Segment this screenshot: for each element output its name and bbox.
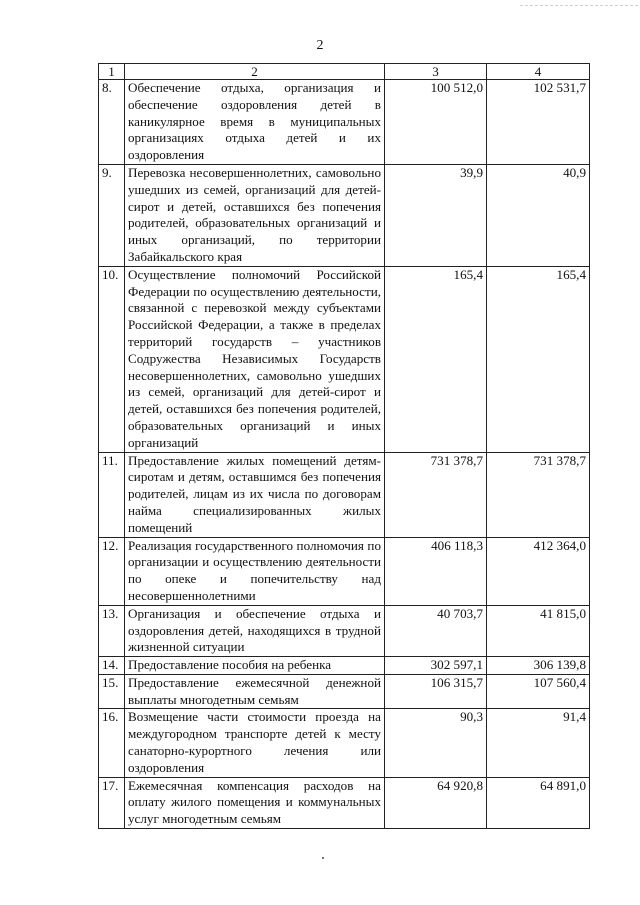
row-value-col4: 64 891,0: [487, 777, 590, 828]
scan-speck: [322, 857, 324, 859]
table-row: [99, 674, 590, 709]
row-value-col3: 731 378,7: [385, 452, 487, 537]
row-description: Осуществление полномочий Российской Федерации по осуществлению деятельности, связанной с перевозкой между субъектами Российской Федерации, а также в пределах территорий государств – участников Содружества Независимых Государств несовершеннолетних, самовольно ушедших из семей, организаций для детей-сирот и детей, оставшихся без попечения родителей, образовательных организаций и иных организаций: [125, 266, 385, 452]
row-value-col3: 106 315,7: [385, 674, 487, 709]
column-header-3: 3: [385, 64, 487, 80]
table-row: [99, 164, 590, 266]
table-row: [99, 657, 590, 675]
row-description: Возмещение части стоимости проезда на междугородном транспорте детей к месту санаторно-курортного лечения или оздоровления: [125, 709, 385, 777]
row-value-col3: 406 118,3: [385, 537, 487, 605]
row-description: Предоставление жилых помещений детям-сиротам и детям, оставшимся без попечения родителей, лицам из их числа по договорам найма специализированных жилых помещений: [125, 452, 385, 537]
row-description: Ежемесячная компенсация расходов на оплату жилого помещения и коммунальных услуг многодетным семьям: [125, 777, 385, 828]
row-value-col3: 90,3: [385, 709, 487, 777]
row-number: 11.: [99, 452, 125, 537]
table-row: [99, 537, 590, 605]
row-value-col4: 306 139,8: [487, 657, 590, 675]
table-row: [99, 80, 590, 165]
column-header-1: 1: [99, 64, 125, 80]
row-description: Реализация государственного полномочия по организации и осуществлению деятельности по опеке и попечительству над несовершеннолетними: [125, 537, 385, 605]
table-header-row: [99, 64, 590, 80]
row-number: 16.: [99, 709, 125, 777]
table-row: [99, 709, 590, 777]
row-number: 9.: [99, 164, 125, 266]
row-number: 12.: [99, 537, 125, 605]
table-row: [99, 452, 590, 537]
row-value-col3: 165,4: [385, 266, 487, 452]
table-row: [99, 266, 590, 452]
row-description: Предоставление ежемесячной денежной выплаты многодетным семьям: [125, 674, 385, 709]
row-number: 13.: [99, 605, 125, 656]
row-value-col4: 41 815,0: [487, 605, 590, 656]
row-value-col3: 302 597,1: [385, 657, 487, 675]
budget-table: [98, 63, 590, 829]
row-number: 14.: [99, 657, 125, 675]
row-value-col4: 91,4: [487, 709, 590, 777]
row-number: 17.: [99, 777, 125, 828]
row-value-col3: 40 703,7: [385, 605, 487, 656]
row-value-col4: 107 560,4: [487, 674, 590, 709]
row-value-col3: 39,9: [385, 164, 487, 266]
row-value-col4: 412 364,0: [487, 537, 590, 605]
row-number: 15.: [99, 674, 125, 709]
scan-top-edge-mark: [520, 5, 638, 6]
row-value-col4: 731 378,7: [487, 452, 590, 537]
row-number: 8.: [99, 80, 125, 165]
page-number: 2: [316, 38, 324, 53]
row-number: 10.: [99, 266, 125, 452]
row-value-col4: 165,4: [487, 266, 590, 452]
row-value-col4: 102 531,7: [487, 80, 590, 165]
row-description: Предоставление пособия на ребенка: [125, 657, 385, 675]
row-description: Перевозка несовершеннолетних, самовольно ушедших из семей, организаций для детей-сирот и детей, оставшихся без попечения родителей, образовательных организаций и иных организаций, по территории Забайкальского края: [125, 164, 385, 266]
table-row: [99, 777, 590, 828]
row-value-col3: 64 920,8: [385, 777, 487, 828]
row-description: Организация и обеспечение отдыха и оздоровления детей, находящихся в трудной жизненной ситуации: [125, 605, 385, 656]
row-value-col4: 40,9: [487, 164, 590, 266]
table-row: [99, 605, 590, 656]
column-header-2: 2: [125, 64, 385, 80]
row-description: Обеспечение отдыха, организация и обеспечение оздоровления детей в каникулярное время в муниципальных организациях отдыха детей и их оздоровления: [125, 80, 385, 165]
column-header-4: 4: [487, 64, 590, 80]
row-value-col3: 100 512,0: [385, 80, 487, 165]
